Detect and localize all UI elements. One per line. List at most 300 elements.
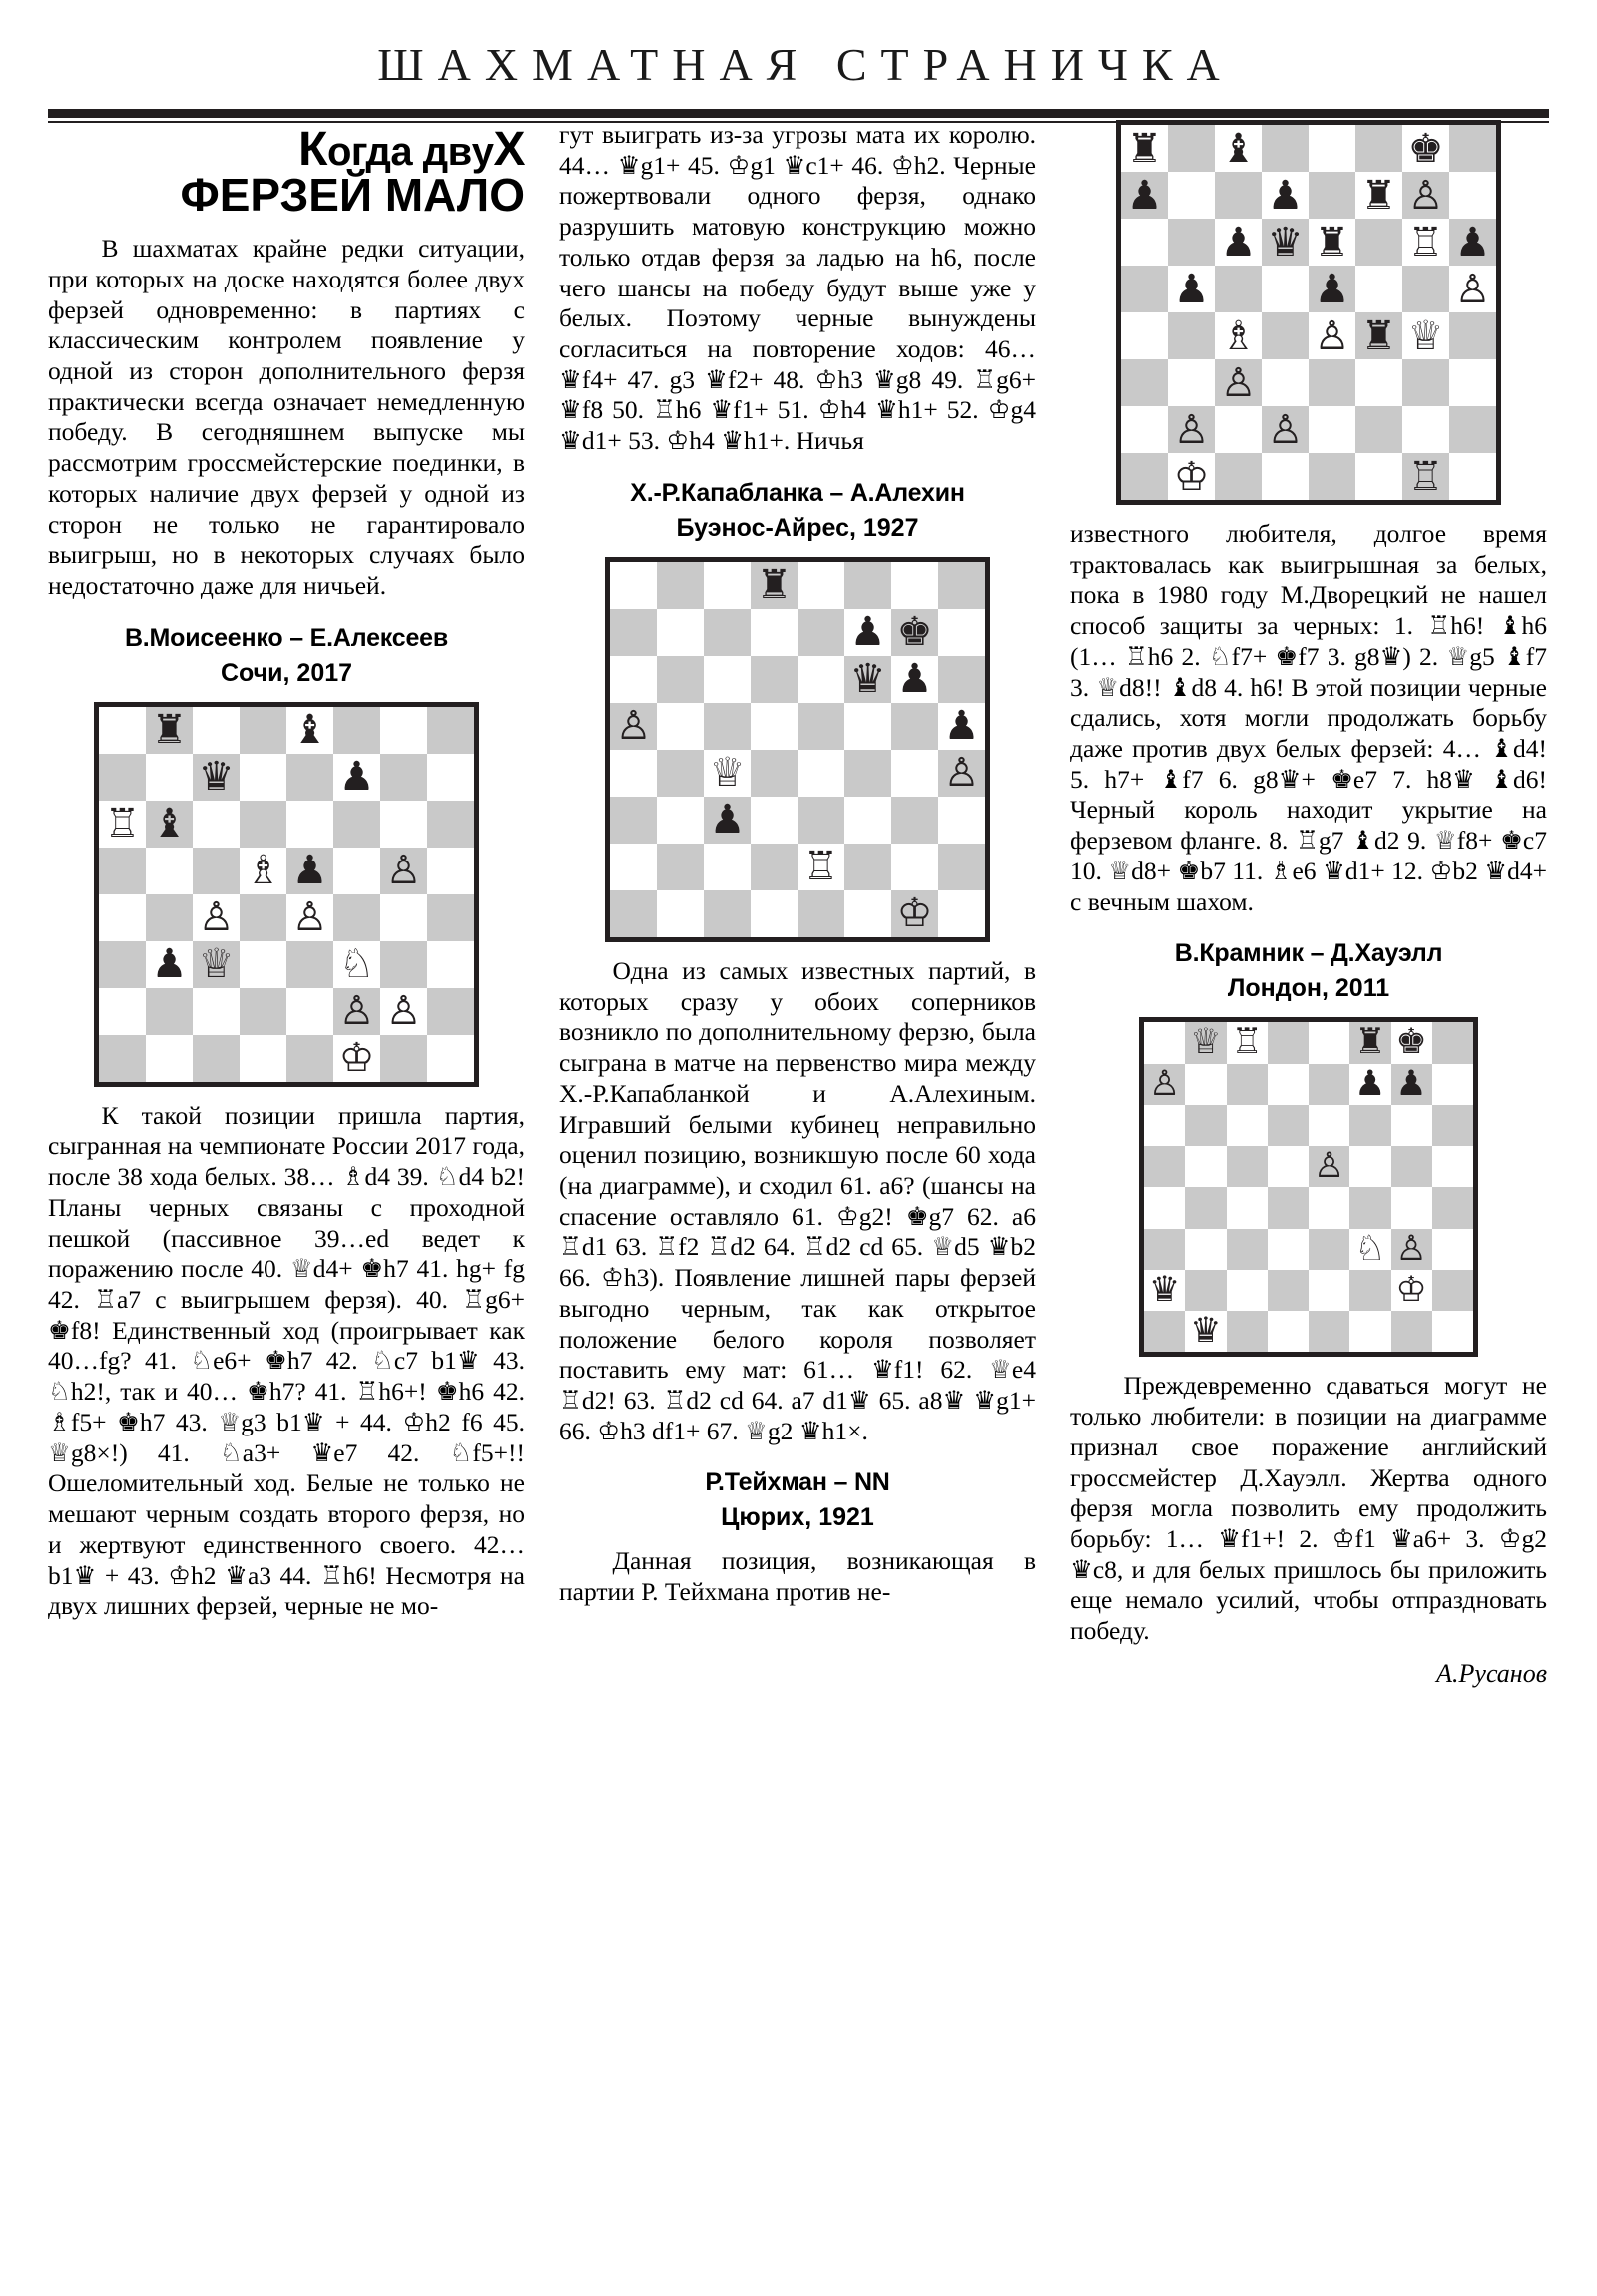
chess-piece-R: ♖ xyxy=(802,844,839,890)
board-square xyxy=(1449,359,1496,406)
board-square xyxy=(1268,1187,1309,1228)
chess-piece-P: ♙ xyxy=(1148,1063,1181,1104)
board-square xyxy=(286,941,333,988)
board-square xyxy=(798,844,844,890)
board-square xyxy=(1168,172,1215,219)
game-3-players: Р.Тейхман – NN xyxy=(705,1468,890,1497)
board-square xyxy=(1227,1270,1268,1311)
board-square xyxy=(380,801,427,848)
chess-piece-p: ♟ xyxy=(338,754,375,801)
board-square xyxy=(1185,1105,1226,1146)
board-square xyxy=(938,656,985,703)
board-square xyxy=(1185,1311,1226,1352)
board-square xyxy=(798,656,844,703)
board-square xyxy=(1144,1105,1185,1146)
chess-piece-q: ♛ xyxy=(1190,1311,1222,1352)
board-square xyxy=(1391,1022,1432,1063)
board-square xyxy=(704,797,751,844)
chess-piece-B: ♗ xyxy=(245,848,281,894)
board-square xyxy=(333,801,380,848)
chess-piece-R: ♖ xyxy=(1407,453,1444,500)
board-square xyxy=(146,988,193,1035)
chess-piece-k: ♚ xyxy=(896,609,933,656)
board-square xyxy=(1391,1064,1432,1105)
board-square xyxy=(1449,125,1496,172)
board-square xyxy=(844,562,891,609)
board-2-wrapper xyxy=(559,557,1036,942)
board-square xyxy=(99,894,146,941)
game-4-players: В.Крамник – Д.Хауэлл xyxy=(1174,939,1443,968)
board-square xyxy=(1402,266,1449,312)
board-square xyxy=(1432,1311,1473,1352)
board-square xyxy=(146,848,193,894)
column-container xyxy=(48,120,1549,1689)
chess-piece-p: ♟ xyxy=(896,656,933,703)
board-square xyxy=(610,750,657,797)
chess-piece-r: ♜ xyxy=(1360,172,1397,219)
board-square xyxy=(1349,1311,1390,1352)
board-square xyxy=(1168,359,1215,406)
chess-piece-P: ♙ xyxy=(1267,406,1304,453)
board-square xyxy=(1262,453,1309,500)
board-square xyxy=(193,988,240,1035)
chess-piece-P: ♙ xyxy=(291,894,328,941)
chess-piece-R: ♖ xyxy=(1407,219,1444,266)
game-3-place: Цюрих, 1921 xyxy=(721,1503,874,1532)
chess-piece-P: ♙ xyxy=(385,848,422,894)
board-square xyxy=(380,754,427,801)
chess-piece-N: ♘ xyxy=(338,941,375,988)
board-square xyxy=(1227,1229,1268,1270)
board-square xyxy=(1349,1270,1390,1311)
board-square xyxy=(891,703,938,750)
board-square xyxy=(1121,359,1168,406)
chess-piece-P: ♙ xyxy=(338,988,375,1035)
board-square xyxy=(240,707,286,754)
board-square xyxy=(1185,1187,1226,1228)
board-square xyxy=(938,609,985,656)
board-square xyxy=(657,890,704,937)
chess-piece-p: ♟ xyxy=(1314,266,1350,312)
board-square xyxy=(380,988,427,1035)
board-square xyxy=(1121,266,1168,312)
board-square xyxy=(1349,1064,1390,1105)
board-square xyxy=(1449,266,1496,312)
board-square xyxy=(1185,1146,1226,1187)
board-square xyxy=(1185,1270,1226,1311)
board-square xyxy=(1391,1229,1432,1270)
headline-line-2: ФЕРЗЕЙ МАЛО xyxy=(180,169,525,222)
board-square xyxy=(1268,1270,1309,1311)
chess-piece-P: ♙ xyxy=(943,750,980,797)
board-square xyxy=(427,894,474,941)
board-square xyxy=(1227,1022,1268,1063)
board-square xyxy=(1349,1105,1390,1146)
board-square xyxy=(610,844,657,890)
board-square xyxy=(333,941,380,988)
chessboard-moiseenko-alekseev xyxy=(94,702,479,1087)
board-square xyxy=(1402,125,1449,172)
column-2 xyxy=(559,120,1036,1689)
masthead xyxy=(0,0,1597,123)
board-square xyxy=(427,1035,474,1082)
board-square xyxy=(1215,406,1262,453)
board-square xyxy=(610,890,657,937)
board-square xyxy=(427,754,474,801)
chess-piece-P: ♙ xyxy=(1173,406,1210,453)
board-square xyxy=(1402,172,1449,219)
board-square xyxy=(1262,312,1309,359)
chessboard-teichmann-nn xyxy=(1116,120,1501,505)
board-square xyxy=(798,703,844,750)
board-square xyxy=(1402,406,1449,453)
board-square xyxy=(844,656,891,703)
board-square xyxy=(380,894,427,941)
board-square xyxy=(333,754,380,801)
board-square xyxy=(1309,219,1355,266)
board-square xyxy=(1168,453,1215,500)
board-square xyxy=(1121,453,1168,500)
chess-piece-P: ♙ xyxy=(1407,172,1444,219)
board-square xyxy=(427,801,474,848)
chess-piece-p: ♟ xyxy=(709,797,746,844)
board-square xyxy=(286,848,333,894)
board-square xyxy=(1262,266,1309,312)
board-square xyxy=(1432,1187,1473,1228)
board-square xyxy=(1121,219,1168,266)
board-square xyxy=(99,707,146,754)
board-square xyxy=(1355,406,1402,453)
board-square xyxy=(99,941,146,988)
chess-piece-K: ♔ xyxy=(1395,1269,1427,1310)
board-square xyxy=(1309,1311,1349,1352)
board-square xyxy=(891,890,938,937)
board-square xyxy=(1215,172,1262,219)
board-square xyxy=(1215,312,1262,359)
board-square xyxy=(798,890,844,937)
game-4-commentary: Преждевременно сдаваться могут не только любители: в позиции на диаграмме признал свое поражение английский гроссмейстер Д.Хауэлл. Жертва одного ферзя могла позволить ему продолжить борьбу: 1… ♛f1+! 2. ♔f1 ♛a6+ 3. ♔g2 ♛c8, и для белых пришлось бы приложить еще немало усилий, чтобы отпраздновать победу. xyxy=(1070,1371,1547,1646)
board-square xyxy=(751,750,798,797)
chess-piece-b: ♝ xyxy=(151,801,188,848)
chess-piece-R: ♖ xyxy=(104,801,141,848)
board-square xyxy=(240,848,286,894)
board-square xyxy=(193,894,240,941)
author-signature: А.Русанов xyxy=(1436,1658,1547,1688)
board-square xyxy=(1144,1311,1185,1352)
chess-piece-K: ♔ xyxy=(896,890,933,937)
board-square xyxy=(240,754,286,801)
board-square xyxy=(193,801,240,848)
board-square xyxy=(99,754,146,801)
board-square xyxy=(1309,266,1355,312)
board-square xyxy=(193,941,240,988)
board-square xyxy=(1391,1105,1432,1146)
board-square xyxy=(1432,1146,1473,1187)
board-square xyxy=(1432,1270,1473,1311)
board-3-wrapper xyxy=(1070,120,1547,505)
board-square xyxy=(193,754,240,801)
board-square xyxy=(1309,1022,1349,1063)
board-square xyxy=(891,656,938,703)
board-square xyxy=(1168,219,1215,266)
game-2-place: Буэнос-Айрес, 1927 xyxy=(676,513,919,542)
board-square xyxy=(1309,1270,1349,1311)
chessboard-capablanca-alekhine xyxy=(605,557,990,942)
chess-piece-P: ♙ xyxy=(1454,266,1491,312)
chess-piece-Q: ♕ xyxy=(1407,312,1444,359)
page-title: ШАХМАТНАЯ СТРАНИЧКА xyxy=(377,39,1234,90)
board-square xyxy=(99,988,146,1035)
board-square xyxy=(891,797,938,844)
chessboard-kramnik-howell xyxy=(1139,1017,1478,1357)
board-square xyxy=(380,707,427,754)
board-square xyxy=(1309,406,1355,453)
board-square xyxy=(1168,266,1215,312)
chess-piece-p: ♟ xyxy=(943,703,980,750)
board-square xyxy=(1449,172,1496,219)
board-square xyxy=(1262,359,1309,406)
board-square xyxy=(1268,1105,1309,1146)
chess-piece-q: ♛ xyxy=(198,754,235,801)
board-square xyxy=(380,1035,427,1082)
board-square xyxy=(704,750,751,797)
board-square xyxy=(751,797,798,844)
board-square xyxy=(751,703,798,750)
game-1-commentary: К такой позиции пришла партия, сыгранная на чемпионате России 2017 года, после 38 хода белых. 38… ♗d4 39. ♘d4 b2! Планы черных связаны с проходной пешкой (пассивное 39…ed ведет к поражению после 40. ♕d4+ ♚h7 41. hg+ fg 42. ♖a7 с выигрышем ферзя). 40. ♖g6+ ♚f8! Единственный ход (проигрывает как 40…fg? 41. ♘e6+ ♚h7 42. ♘c7 b1♛ 43. ♘h2!, так и 40… ♚h7? 41. ♖h6+! ♚h6 42. ♗f5+ ♚h7 43. ♕g3 b1♛ + 44. ♔h2 f6 45. ♕g8×!) 41. ♘a3+ ♛e7 42. ♘f5+!! Ошеломительный ход. Белые не только не мешают черным создать второго ферзя, но и жертвуют единственного своего. 42… b1♛ + 43. ♔h2 ♛a3 44. ♖h6! Несмотря на двух лишних ферзей, черные не мо- xyxy=(48,1100,525,1621)
board-square xyxy=(1121,312,1168,359)
chess-piece-p: ♟ xyxy=(1395,1063,1427,1104)
board-square xyxy=(1402,359,1449,406)
board-square xyxy=(704,609,751,656)
board-square xyxy=(798,562,844,609)
intro-paragraph: В шахматах крайне редки ситуации, при которых на доске находятся более двух ферзей одновременно: в партиях с классическим контролем появление у одной из сторон дополнительного ферзя практически всегда означает немедленную победу. В сегодняшнем выпуске мы рассмотрим гроссмейстерские поединки, в которых наличие двух ферзей у одной из сторон не только не гарантировало выигрыш, но в некоторых случаях было недостаточно даже для ничьей. xyxy=(48,234,525,601)
chess-piece-k: ♚ xyxy=(1395,1022,1427,1063)
board-square xyxy=(891,750,938,797)
board-square xyxy=(333,1035,380,1082)
board-square xyxy=(427,988,474,1035)
board-square xyxy=(1268,1146,1309,1187)
board-square xyxy=(1168,406,1215,453)
board-square xyxy=(1309,1105,1349,1146)
board-square xyxy=(1402,219,1449,266)
board-square xyxy=(1121,406,1168,453)
board-square xyxy=(844,703,891,750)
chess-piece-p: ♟ xyxy=(151,941,188,988)
board-square xyxy=(751,656,798,703)
chess-piece-b: ♝ xyxy=(1220,125,1257,172)
chess-piece-P: ♙ xyxy=(1314,312,1350,359)
board-square xyxy=(1309,453,1355,500)
board-square xyxy=(1227,1187,1268,1228)
board-square xyxy=(751,562,798,609)
board-square xyxy=(1432,1229,1473,1270)
board-square xyxy=(704,656,751,703)
board-square xyxy=(1309,1064,1349,1105)
board-square xyxy=(1227,1064,1268,1105)
board-square xyxy=(798,797,844,844)
board-square xyxy=(657,750,704,797)
board-square xyxy=(427,848,474,894)
board-square xyxy=(99,848,146,894)
board-square xyxy=(1309,312,1355,359)
board-square xyxy=(146,1035,193,1082)
board-square xyxy=(380,848,427,894)
board-square xyxy=(1185,1022,1226,1063)
chess-piece-N: ♘ xyxy=(1354,1228,1386,1269)
game-4-place: Лондон, 2011 xyxy=(1227,974,1390,1003)
chess-piece-q: ♛ xyxy=(1148,1269,1181,1310)
board-square xyxy=(333,988,380,1035)
board-square xyxy=(1449,453,1496,500)
chess-piece-P: ♙ xyxy=(1395,1228,1427,1269)
game-2-players: Х.-Р.Капабланка – А.Алехин xyxy=(630,478,965,507)
game-1-players: В.Моисеенко – Е.Алексеев xyxy=(124,623,449,652)
board-square xyxy=(1309,359,1355,406)
chess-piece-r: ♜ xyxy=(151,707,188,754)
board-square xyxy=(1309,172,1355,219)
board-square xyxy=(1349,1146,1390,1187)
board-square xyxy=(798,609,844,656)
board-square xyxy=(1432,1064,1473,1105)
chess-piece-p: ♟ xyxy=(1126,172,1163,219)
game-2-commentary: Одна из самых известных партий, в которых сразу у обоих соперников возникло по дополнительному ферзю, была сыграна в матче на первенство мира между Х.-Р.Капабланкой и А.Алехиным. Игравший белыми кубинец неправильно оценил позицию, возникшую после 60 хода (на диаграмме), и сходил 61. a6? (шансы на спасение оставляло 61. ♔g2! ♚g7 62. a6 ♖d1 63. ♖f2 ♖d2 64. ♖d2 cd 65. ♕d5 ♛b2 66. ♔h3). Появление лишней пары ферзей выгодно черным, так как открытое положение белого короля позволяет поставить ему мат: 61… ♛f1! 62. ♕e4 ♖d2! 63. ♖d2 cd 64. a7 d1♛ 65. a8♛ ♛g1+ 66. ♔h3 df1+ 67. ♕g2 ♛h1×. xyxy=(559,955,1036,1445)
board-square xyxy=(1215,359,1262,406)
chess-piece-p: ♟ xyxy=(291,848,328,894)
board-square xyxy=(1262,172,1309,219)
board-square xyxy=(193,848,240,894)
board-square xyxy=(286,988,333,1035)
board-square xyxy=(844,609,891,656)
board-square xyxy=(1432,1022,1473,1063)
board-square xyxy=(844,890,891,937)
board-square xyxy=(1168,125,1215,172)
board-square xyxy=(704,562,751,609)
board-square xyxy=(657,562,704,609)
board-square xyxy=(193,1035,240,1082)
board-square xyxy=(1185,1229,1226,1270)
board-square xyxy=(938,703,985,750)
chess-piece-R: ♖ xyxy=(1231,1022,1263,1063)
board-square xyxy=(844,750,891,797)
chess-piece-p: ♟ xyxy=(1173,266,1210,312)
board-square xyxy=(1268,1022,1309,1063)
board-square xyxy=(1268,1064,1309,1105)
board-square xyxy=(891,609,938,656)
masthead-rule-thick xyxy=(48,109,1549,118)
chess-piece-Q: ♕ xyxy=(1190,1022,1222,1063)
board-square xyxy=(891,562,938,609)
board-square xyxy=(610,609,657,656)
board-square xyxy=(1268,1311,1309,1352)
board-square xyxy=(1349,1229,1390,1270)
board-square xyxy=(938,844,985,890)
headline-line-1: Когда двyХ xyxy=(298,123,525,176)
board-square xyxy=(99,801,146,848)
chess-piece-b: ♝ xyxy=(291,707,328,754)
board-square xyxy=(427,707,474,754)
column-2-continuation: гут выиграть из-за угрозы мата их королю. 44… ♛g1+ 45. ♔g1 ♛c1+ 46. ♔h2. Черные пожертвовали одного ферзя, однако разрушить матовую конструкцию можно только отдав ферзя за ладью на h6, после чего шансы на победу будут выше уже у белых. Поэтому черные вынуждены согласиться на повторение ходов: 46… ♛f4+ 47. g3 ♛f2+ 48. ♔h3 ♛g8 49. ♖g6+ ♛f8 50. ♖h6 ♛f1+ 51. ♔h4 ♛h1+ 52. ♔g4 ♛d1+ 53. ♔h4 ♛h1+. Ничья xyxy=(559,120,1036,456)
board-square xyxy=(146,894,193,941)
board-square xyxy=(286,754,333,801)
board-square xyxy=(286,1035,333,1082)
board-square xyxy=(1309,125,1355,172)
board-square xyxy=(1215,125,1262,172)
board-square xyxy=(146,801,193,848)
board-square xyxy=(1227,1146,1268,1187)
board-square xyxy=(1309,1146,1349,1187)
board-square xyxy=(1402,312,1449,359)
board-square xyxy=(333,848,380,894)
board-square xyxy=(193,707,240,754)
chess-piece-k: ♚ xyxy=(1407,125,1444,172)
board-square xyxy=(1449,219,1496,266)
board-square xyxy=(286,707,333,754)
board-square xyxy=(1121,172,1168,219)
board-square xyxy=(240,894,286,941)
board-square xyxy=(1262,406,1309,453)
chess-piece-P: ♙ xyxy=(615,703,652,750)
board-square xyxy=(657,703,704,750)
board-square xyxy=(610,562,657,609)
chess-piece-Q: ♕ xyxy=(709,750,746,797)
chess-piece-p: ♟ xyxy=(1354,1063,1386,1104)
board-square xyxy=(657,656,704,703)
board-square xyxy=(1144,1187,1185,1228)
board-square xyxy=(751,609,798,656)
board-square xyxy=(1432,1105,1473,1146)
board-square xyxy=(1355,219,1402,266)
board-square xyxy=(938,750,985,797)
chess-piece-p: ♟ xyxy=(1267,172,1304,219)
chess-piece-P: ♙ xyxy=(1313,1146,1345,1187)
chess-piece-q: ♛ xyxy=(1267,219,1304,266)
chess-piece-P: ♙ xyxy=(385,988,422,1035)
board-square xyxy=(1402,453,1449,500)
board-square xyxy=(1227,1311,1268,1352)
board-square xyxy=(657,844,704,890)
board-square xyxy=(704,844,751,890)
chess-piece-r: ♜ xyxy=(1126,125,1163,172)
board-square xyxy=(1215,453,1262,500)
board-square xyxy=(240,1035,286,1082)
board-square xyxy=(146,707,193,754)
board-square xyxy=(844,797,891,844)
board-square xyxy=(1449,312,1496,359)
chess-piece-r: ♜ xyxy=(1360,312,1397,359)
chess-piece-Q: ♕ xyxy=(198,941,235,988)
game-3-commentary: известного любителя, долгое время трактовалась как выигрышная за белых, пока в 1980 году М.Дворецкий не нашел способ защиты за черных: 1. ♖h6! ♝h6 (1… ♖h6 2. ♘f7+ ♚f7 3. g8♛) 2. ♕g5 ♝f7 3. ♕d8!! ♝d8 4. h6! В этой позиции черные сдались, хотя могли продолжать борьбу даже против двух белых ферзей: 4… ♝d4! 5. h7+ ♝f7 6. g8♛+ ♚e7 7. h8♛ ♝d6! Черный король находит укрытие на ферзевом фланге. 8. ♖g7 ♝d2 9. ♕f8+ ♚c7 10. ♕d8+ ♚b7 11. ♗e6 ♛d1+ 12. ♔b2 ♛d4+ с вечным шахом. xyxy=(1070,519,1547,916)
column-1 xyxy=(48,120,525,1689)
board-square xyxy=(240,988,286,1035)
board-square xyxy=(1262,219,1309,266)
board-4-wrapper xyxy=(1070,1017,1547,1357)
board-square xyxy=(333,894,380,941)
board-square xyxy=(240,941,286,988)
board-square xyxy=(704,703,751,750)
board-square xyxy=(1355,266,1402,312)
board-square xyxy=(1262,125,1309,172)
board-square xyxy=(1449,406,1496,453)
board-square xyxy=(1227,1105,1268,1146)
board-square xyxy=(1215,219,1262,266)
chess-piece-K: ♔ xyxy=(1173,453,1210,500)
board-square xyxy=(99,1035,146,1082)
board-square xyxy=(891,844,938,890)
board-square xyxy=(657,797,704,844)
board-square xyxy=(380,941,427,988)
board-square xyxy=(1144,1229,1185,1270)
board-square xyxy=(1309,1187,1349,1228)
